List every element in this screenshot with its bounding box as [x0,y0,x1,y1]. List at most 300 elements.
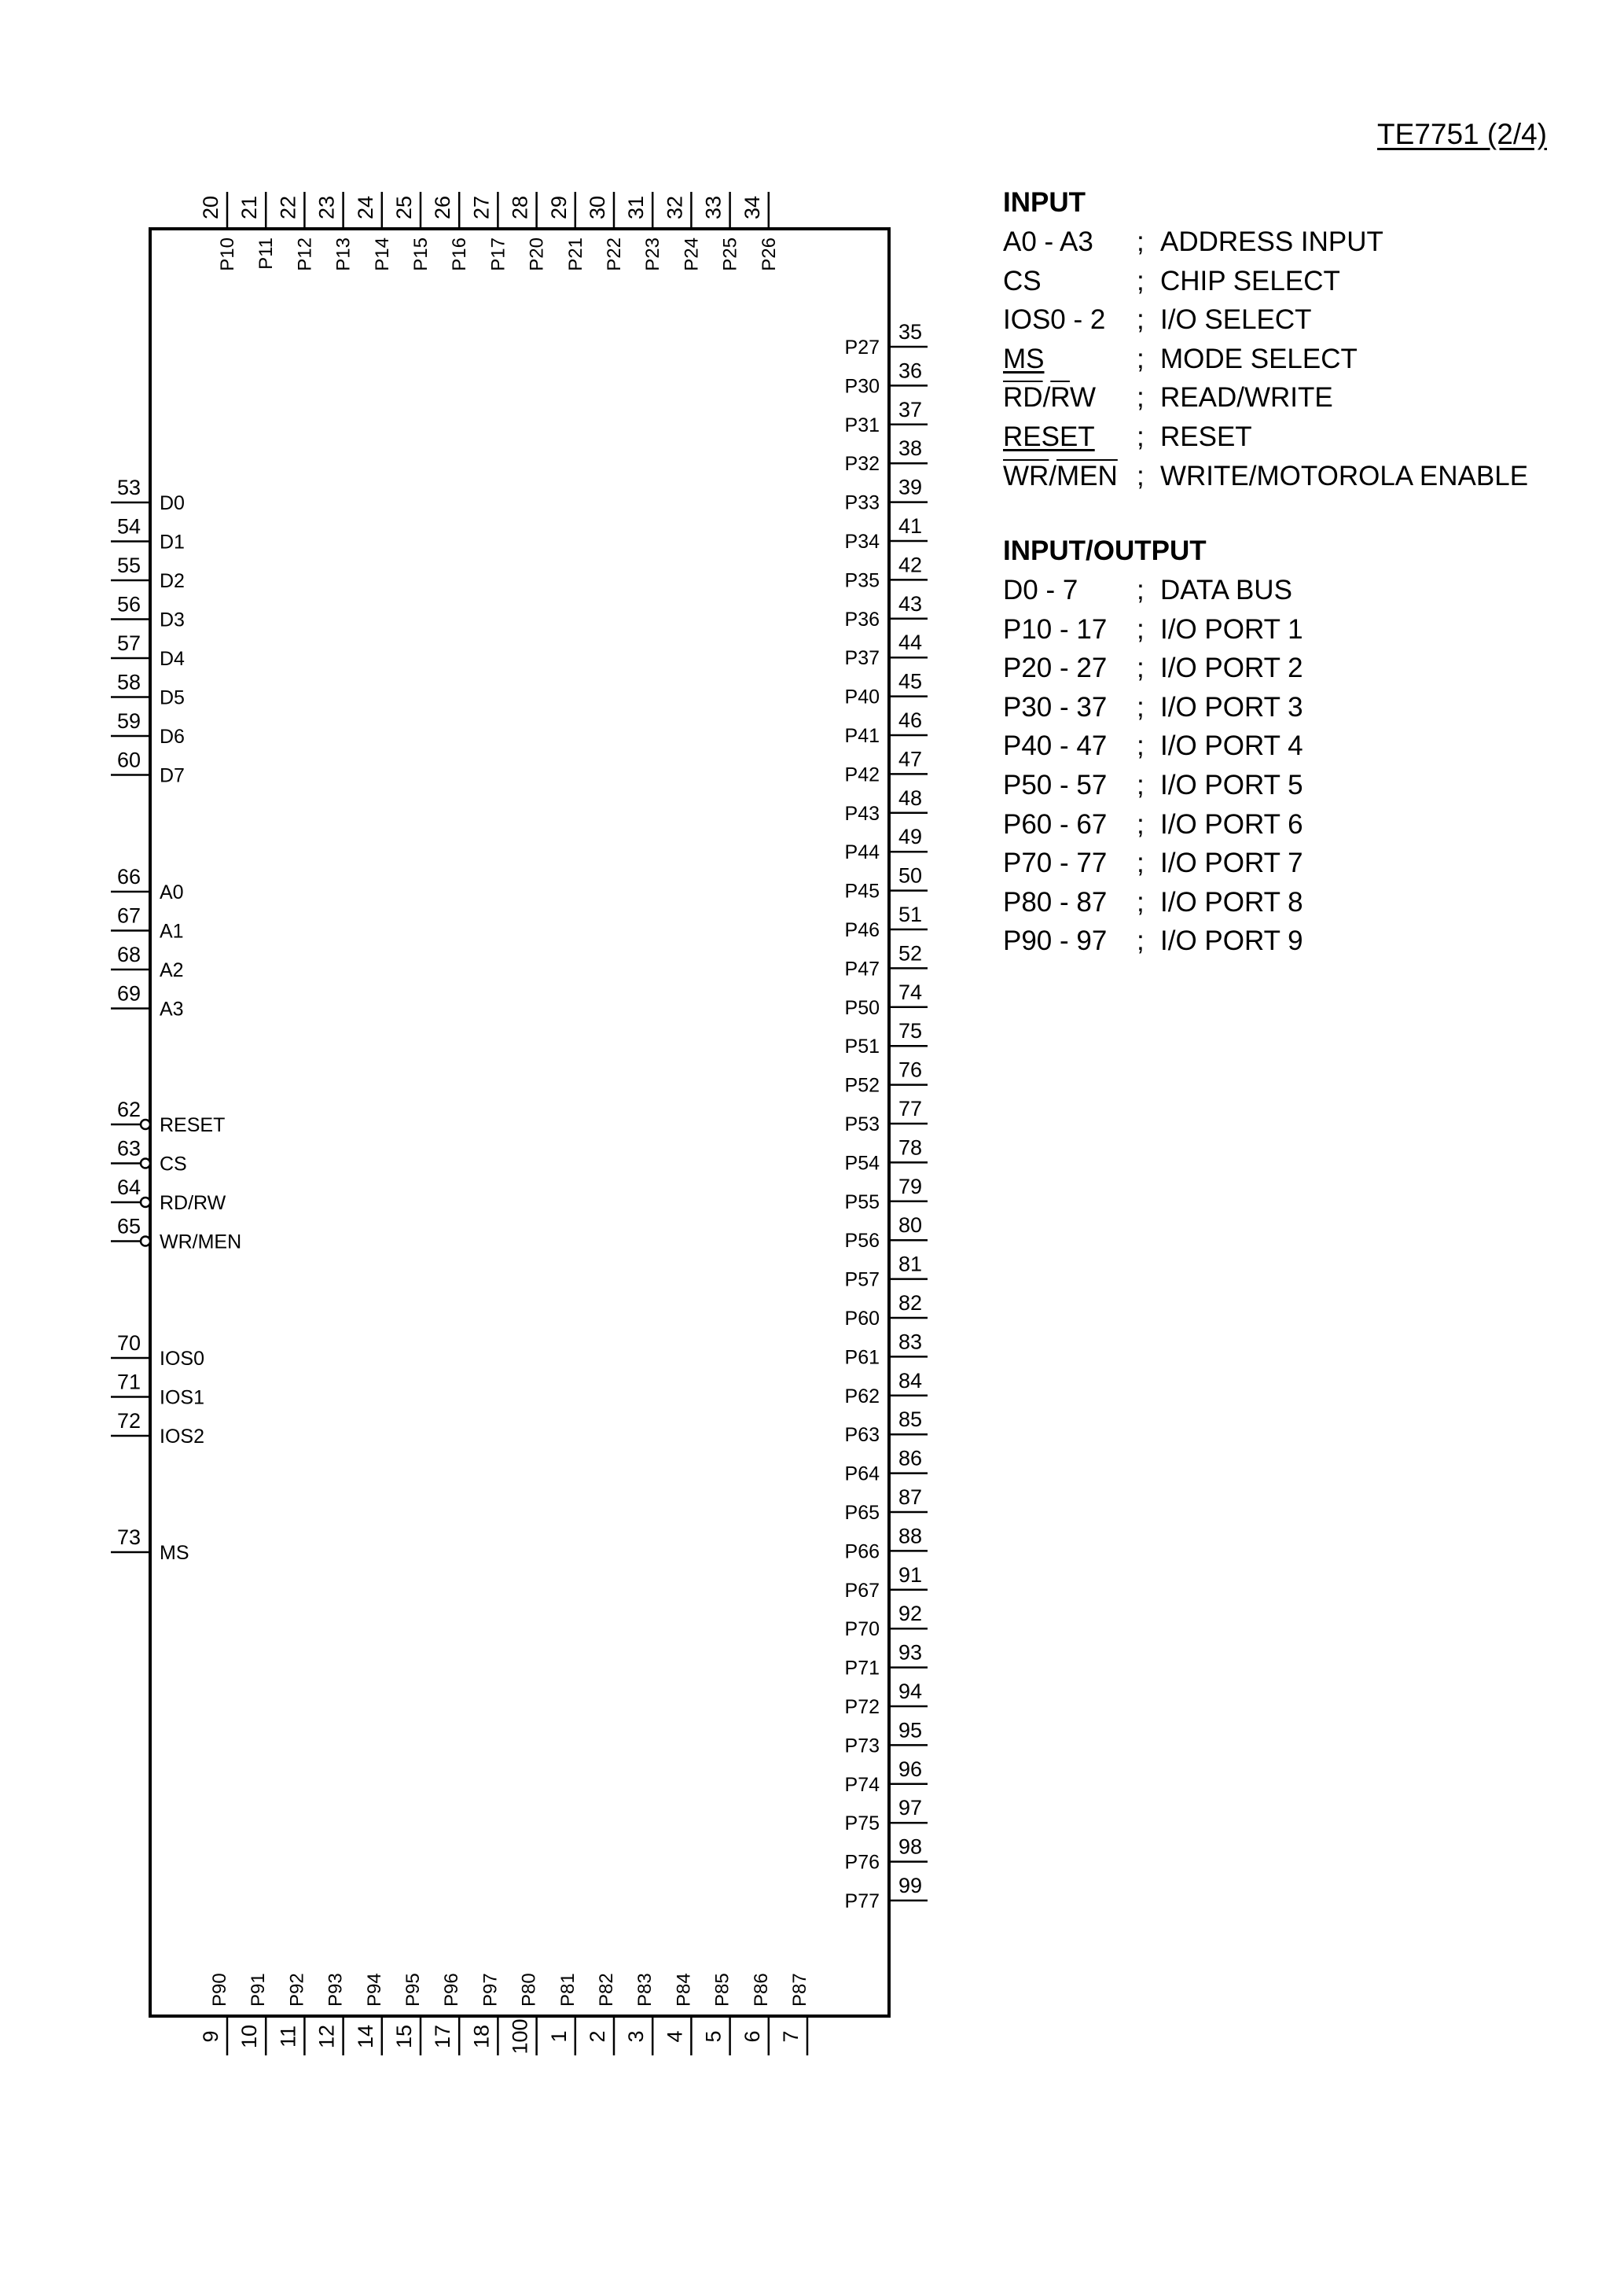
pin-label: P44 [844,841,880,864]
pin-26 [431,192,470,271]
pin-label: IOS1 [160,1386,204,1409]
pin-number: 68 [116,943,141,966]
pin-45 [845,670,928,708]
signal-description: I/O PORT 3 [1160,691,1303,723]
bottom-pin-group [199,1973,810,2055]
pin-label: P23 [642,237,664,271]
pin-label: P94 [363,1973,385,2007]
separator: ; [1137,769,1145,800]
pin-number: 32 [663,195,687,220]
input-row-wr-men [1003,457,1528,496]
chip-body [150,229,889,2016]
pin-49 [845,825,928,863]
pin-label: P56 [844,1230,880,1253]
pin-number: 78 [898,1135,923,1160]
signal-name: P70 - 77 [1003,848,1108,879]
pin-number: 76 [898,1058,923,1082]
pin-number: 26 [431,195,455,220]
signal-name: P40 - 47 [1003,730,1108,762]
pin-number: 33 [701,195,726,220]
pin-3 [624,1973,656,2055]
pin-number: 42 [898,553,923,577]
signal-description: RESET [1160,421,1252,452]
top-pin-group [199,192,780,271]
pin-number: 27 [469,195,494,220]
pin-label: P16 [449,237,471,271]
pin-number: 54 [116,514,141,539]
right-pin-group [845,320,928,1912]
pin-number: 92 [898,1602,923,1626]
pin-6 [740,1973,772,2055]
io-row-d0-7 [1003,571,1303,610]
pin-95 [845,1718,928,1757]
pin-number: 93 [898,1640,923,1665]
pin-number: 94 [898,1680,923,1703]
pin-87 [845,1485,928,1524]
pin-65 [111,1215,241,1253]
pin-74 [845,981,928,1019]
input-row-cs [1003,262,1528,301]
pin-number: 81 [898,1252,923,1276]
pin-76 [845,1058,928,1097]
pin-11 [276,1973,307,2055]
pin-41 [845,514,928,553]
pin-number: 23 [314,195,339,220]
pin-number: 34 [740,195,764,220]
pin-37 [845,398,928,436]
pin-98 [845,1835,928,1874]
pin-17 [431,1973,462,2055]
signal-name: RESET [1003,421,1095,452]
pin-label: P32 [844,453,880,476]
pin-number: 17 [431,2024,455,2049]
pin-label: P52 [844,1074,880,1097]
pin-label: D3 [160,609,185,631]
pin-number: 24 [353,195,377,220]
pin-number: 31 [624,195,648,220]
pin-27 [469,192,509,271]
signal-description: I/O PORT 1 [1160,613,1303,645]
pin-39 [845,476,928,514]
pin-72 [111,1409,204,1448]
pin-label: P61 [844,1346,880,1369]
separator: ; [1137,886,1145,918]
pin-label: P20 [526,237,548,271]
pin-number: 65 [116,1214,141,1238]
signal-description: I/O PORT 7 [1160,848,1303,879]
signal-description: ADDRESS INPUT [1160,226,1383,257]
pin-number: 56 [116,592,141,616]
pin-label: P87 [789,1973,810,2007]
pin-number: 38 [898,436,923,461]
pin-48 [845,786,928,825]
pin-number: 67 [116,903,141,928]
pin-number: 88 [898,1524,923,1548]
signal-name: MS [1003,343,1045,374]
pin-44 [845,631,928,669]
pin-number: 73 [116,1525,141,1549]
pin-71 [111,1371,204,1409]
pin-label: P53 [844,1113,880,1135]
separator: ; [1137,691,1145,723]
io-row-p20-27 [1003,649,1303,688]
separator: ; [1137,848,1145,879]
pin-30 [586,192,625,271]
pin-93 [845,1641,928,1680]
pin-42 [845,553,928,591]
pin-4 [663,1973,694,2055]
pin-label: P50 [844,996,880,1019]
pin-15 [392,1973,424,2055]
pin-number: 36 [898,359,923,383]
pin-57 [111,631,185,670]
separator: ; [1137,265,1145,296]
page-title: TE7751 (2/4) [1377,118,1547,150]
pin-20 [199,192,238,271]
separator: ; [1137,808,1145,840]
pin-label: P67 [844,1579,880,1602]
pin-label: P51 [844,1036,880,1058]
pin-label: A1 [160,920,184,943]
pin-22 [276,192,315,271]
pin-36 [845,359,928,397]
signal-name: P90 - 97 [1003,925,1108,957]
pin-85 [845,1407,928,1446]
pin-number: 80 [898,1213,923,1238]
pin-label: P76 [844,1851,880,1874]
pin-18 [469,1973,501,2055]
pin-label: A2 [160,959,184,981]
pin-label: P95 [402,1973,424,2007]
pin-91 [845,1563,928,1602]
io-row-p90-97 [1003,922,1303,961]
signal-name: CS [1003,265,1042,296]
pin-number: 57 [116,631,141,655]
pin-64 [111,1176,226,1214]
pin-number: 51 [898,903,923,926]
pin-label: P24 [681,237,703,271]
pin-50 [845,864,928,903]
pin-24 [354,192,393,271]
separator: ; [1137,613,1145,645]
pin-label: P35 [844,569,880,592]
signal-name: D0 - 7 [1003,575,1078,605]
pin-66 [111,865,184,903]
pin-label: P86 [750,1973,772,2007]
pin-number: 99 [898,1874,923,1897]
pin-number: 50 [898,863,923,888]
pin-29 [547,192,586,271]
pin-31 [624,192,663,271]
pin-number: 77 [898,1097,923,1120]
signal-name: $\overline{RD}/\overline{R}W$ [1003,382,1096,414]
pin-100 [509,1973,540,2055]
pin-number: 52 [898,941,923,966]
pin-label: P34 [844,531,880,553]
io-heading: INPUT/OUTPUT [1003,535,1207,566]
pin-75 [845,1019,928,1058]
pin-number: 20 [199,195,222,220]
pin-label: P41 [844,725,880,747]
pin-label: P82 [596,1973,617,2007]
pin-number: 100 [508,2018,532,2055]
signal-name: P30 - 37 [1003,691,1108,723]
active-low-bubble [141,1237,150,1246]
pin-83 [845,1330,928,1368]
pin-2 [586,1973,617,2055]
pin-label: A0 [160,881,184,903]
pin-35 [845,320,928,359]
active-low-bubble [141,1198,150,1207]
pin-label: P57 [844,1268,880,1291]
pin-number: 96 [898,1757,923,1781]
pin-number: 22 [276,195,300,220]
pin-label: P71 [844,1657,880,1680]
pin-label: P30 [844,375,880,398]
pin-14 [354,1973,385,2055]
pin-label: P54 [844,1152,880,1175]
pin-label: RD/RW [160,1192,226,1214]
pin-number: 69 [116,981,141,1006]
pin-label: P72 [844,1696,880,1718]
input-legend [1003,183,1528,495]
pin-number: 35 [898,320,923,344]
pin-number: 95 [898,1718,923,1742]
pin-label: P62 [844,1385,880,1407]
pin-label: P45 [844,880,880,903]
signal-name: P80 - 87 [1003,886,1108,918]
pin-number: 37 [898,397,923,421]
pin-label: P42 [844,763,880,786]
signal-description: READ/WRITE [1160,382,1333,414]
pin-number: 83 [898,1330,923,1354]
signal-name: $\overline{WR}/\overline{MEN}$ [1003,460,1118,491]
pin-86 [845,1447,928,1485]
pin-number: 48 [898,786,923,810]
pin-9 [199,1973,230,2055]
pin-number: 39 [898,475,923,499]
signal-name: IOS0 - 2 [1003,304,1106,336]
separator: ; [1137,460,1145,491]
pin-label: P17 [487,237,509,271]
pin-label: P12 [294,237,316,271]
pin-number: 14 [353,2024,377,2049]
pin-number: 1 [546,2030,571,2043]
pin-52 [845,941,928,980]
signal-description: I/O PORT 4 [1160,730,1303,762]
pin-number: 5 [701,2030,726,2043]
io-row-p40-47 [1003,727,1303,766]
pin-5 [702,1973,733,2055]
pin-70 [111,1331,204,1370]
pin-label: P75 [844,1812,880,1835]
pin-label: P26 [758,237,780,271]
pin-number: 75 [898,1019,923,1043]
signal-description: I/O PORT 6 [1160,808,1303,840]
pin-label: P83 [634,1973,656,2007]
pin-label: P33 [844,491,880,514]
pin-number: 59 [116,709,141,733]
pin-label: P66 [844,1540,880,1563]
pin-43 [845,592,928,631]
pin-label: CS [160,1153,187,1176]
pin-12 [315,1973,347,2055]
pin-number: 10 [237,2024,262,2049]
pin-number: 21 [237,195,262,220]
pin-47 [845,747,928,786]
pin-label: P43 [844,802,880,825]
pin-number: 53 [116,476,141,499]
signal-description: WRITE/MOTOROLA ENABLE [1160,460,1529,491]
active-low-bubble [141,1120,150,1129]
pin-number: 86 [898,1446,923,1470]
pin-label: P21 [564,237,586,271]
pin-label: P27 [844,337,880,359]
separator: ; [1137,730,1145,762]
input-heading: INPUT [1003,187,1086,218]
pin-label: IOS0 [160,1348,204,1370]
pin-59 [111,709,185,748]
pin-label: P74 [844,1773,880,1796]
pin-81 [845,1253,928,1291]
pin-label: P11 [255,237,277,270]
io-row-p80-87 [1003,883,1303,922]
pin-99 [845,1874,928,1912]
pin-38 [845,436,928,475]
signal-description: CHIP SELECT [1160,265,1340,296]
pin-10 [237,1973,269,2055]
pin-number: 85 [898,1407,923,1432]
pin-number: 11 [276,2025,300,2048]
pin-label: P37 [844,647,880,670]
pin-number: 4 [663,2030,687,2043]
pin-34 [740,192,780,271]
pin-label: P10 [217,237,238,271]
pin-number: 28 [508,195,532,220]
input-row-a0-a3 [1003,223,1528,262]
pin-label: D0 [160,492,185,514]
pin-label: P92 [286,1973,308,2007]
pin-number: 46 [898,708,923,732]
pin-79 [845,1175,928,1213]
pin-label: RESET [160,1114,226,1136]
pin-67 [111,904,184,943]
pin-label: P63 [844,1424,880,1447]
pin-number: 70 [116,1331,141,1355]
pin-number: 15 [392,2024,416,2049]
pin-label: P70 [844,1618,880,1641]
pin-label: P77 [844,1890,880,1912]
io-legend-list [1003,571,1303,961]
pin-number: 72 [116,1409,141,1433]
pin-7 [779,1973,810,2055]
io-legend [1003,532,1303,961]
signal-description: I/O SELECT [1160,304,1312,336]
signal-description: I/O PORT 9 [1160,925,1303,957]
pin-21 [237,192,277,270]
pin-77 [845,1097,928,1135]
pin-number: 49 [898,825,923,849]
pin-number: 30 [586,195,609,220]
pin-label: P14 [371,237,393,271]
left-pin-group [111,476,241,1564]
separator: ; [1137,226,1145,257]
pin-55 [111,554,185,592]
pin-56 [111,593,185,631]
signal-name: P50 - 57 [1003,769,1108,800]
pin-number: 84 [898,1368,923,1393]
pin-54 [111,515,185,554]
pin-number: 60 [116,748,141,772]
pin-label: P22 [604,237,625,271]
pin-label: P47 [844,958,880,981]
pin-label: WR/MEN [160,1231,242,1253]
pin-label: P25 [719,237,741,271]
pin-62 [111,1098,225,1136]
pin-label: D1 [160,531,185,554]
pin-number: 9 [199,2030,222,2043]
pin-label: D6 [160,726,185,748]
signal-description: I/O PORT 5 [1160,769,1303,800]
pin-label: P55 [844,1190,880,1213]
separator: ; [1137,653,1145,684]
separator: ; [1137,304,1145,336]
pin-23 [315,192,355,271]
pin-label: P80 [518,1973,540,2007]
separator: ; [1137,925,1145,957]
pin-label: P60 [844,1308,880,1330]
pin-number: 64 [116,1176,141,1199]
signal-description: I/O PORT 2 [1160,653,1303,684]
input-row-reset [1003,418,1528,457]
pin-label: P81 [557,1973,579,2007]
separator: ; [1137,382,1145,414]
pin-label: D2 [160,570,185,592]
pin-46 [845,708,928,747]
pin-number: 71 [116,1370,141,1394]
pin-number: 44 [898,631,923,655]
pin-92 [845,1602,928,1640]
pin-number: 62 [116,1098,141,1121]
signal-description: I/O PORT 8 [1160,886,1303,918]
pin-51 [845,903,928,941]
pin-number: 3 [624,2030,648,2043]
pin-label: D4 [160,648,185,670]
pin-label: D7 [160,764,185,787]
pin-number: 29 [546,195,571,220]
pin-number: 45 [898,669,923,694]
pin-53 [111,476,185,514]
pin-label: P15 [410,237,432,271]
pin-label: P90 [209,1973,230,2007]
io-row-p30-37 [1003,688,1303,727]
pin-label: P31 [844,414,880,436]
pin-82 [845,1291,928,1330]
pin-number: 79 [898,1174,923,1198]
separator: ; [1137,421,1145,452]
input-row-rd-rw [1003,378,1528,418]
signal-description: DATA BUS [1160,575,1292,605]
pin-label: P93 [325,1973,347,2007]
pin-97 [845,1796,928,1834]
pin-label: P46 [844,919,880,941]
pin-1 [547,1973,579,2055]
pin-label: P84 [673,1973,695,2007]
pin-33 [702,192,741,271]
pin-number: 47 [898,747,923,771]
pin-label: A3 [160,998,184,1021]
pin-label: P40 [844,686,880,708]
